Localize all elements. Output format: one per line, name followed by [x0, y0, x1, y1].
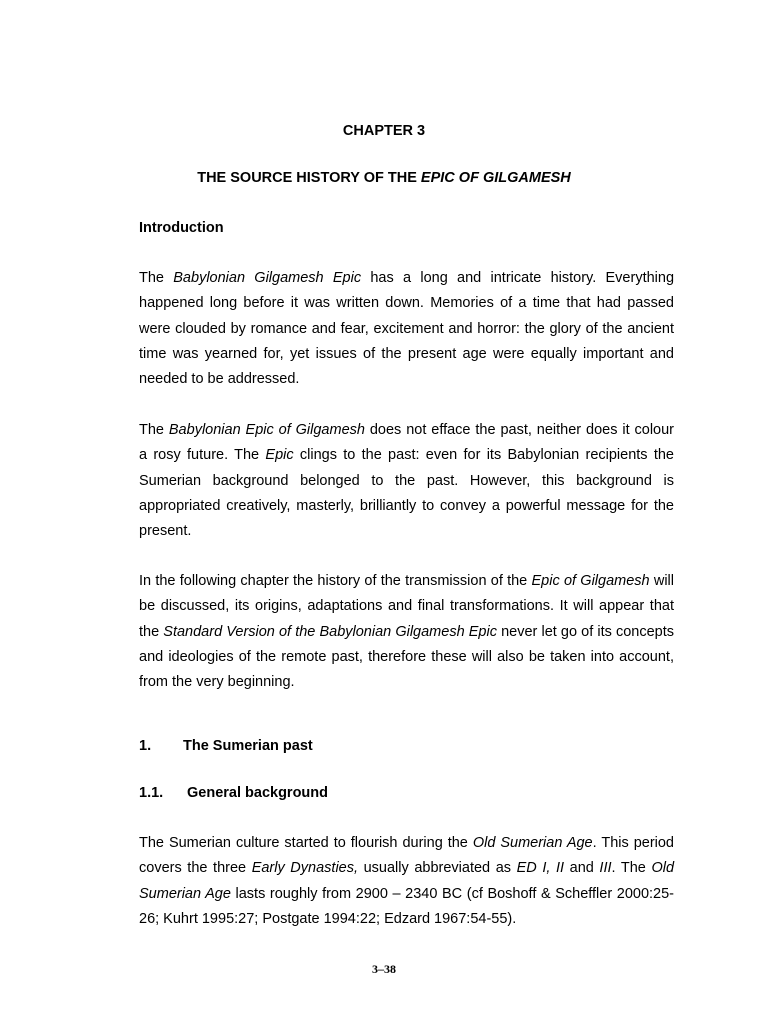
paragraph-1-text: The [139, 270, 174, 286]
section-1-1-title: General background [187, 785, 329, 801]
paragraph-2-text: The [139, 422, 169, 438]
paragraph-1-italic: Babylonian Gilgamesh Epic [173, 270, 362, 286]
section-1-number: 1. [139, 738, 152, 754]
paragraph-3-text: will be discussed, its origins, adaptations and final transformations. It will appear that the [139, 573, 674, 640]
chapter-heading: CHAPTER 3 [342, 123, 426, 139]
paragraph-4-text: lasts roughly from 2900 – 2340 BC (cf Boshoff & Scheffler 2000:25-26; Kuhrt 1995:27; Postgate 1994:22; Edzard 1967:54-55). [139, 885, 674, 927]
paragraph-4-italic: Early Dynasties, [251, 860, 359, 877]
section-1-heading [139, 738, 313, 754]
paragraph-2-text: does not efface the past, neither does it colour a rosy future. The [139, 422, 674, 464]
page-number: 3–38 [372, 962, 396, 976]
paragraph-4-text: usually abbreviated as [358, 860, 517, 877]
paragraph-4-text: . This period covers the three [139, 835, 674, 877]
paragraph-1-text: has a long and intricate history. Everything happened long before it was written down. Memories of a time that had passed were clouded by romance and fear, excitement and horror: the glory of the ancient time was yearned for, yet issues of the present age were equally important and needed to be addressed. [139, 270, 675, 388]
paragraph-4-text: The Sumerian culture started to flourish during the [139, 835, 473, 851]
paragraph-3-text: In the following chapter the history of the transmission of the [139, 573, 532, 589]
section-1-title: The Sumerian past [183, 738, 313, 754]
paragraph-4-italic: III [599, 860, 612, 877]
paragraph-4-italic: Old Sumerian Age [472, 835, 593, 851]
paragraph-3 [139, 569, 674, 695]
paragraph-4-italic: ED I, II [516, 860, 565, 877]
paragraph-1 [139, 266, 674, 392]
section-1-1-number: 1.1. [139, 785, 164, 801]
paragraph-4-italic: Old Sumerian Age [139, 860, 675, 902]
introduction-heading: Introduction [139, 220, 224, 236]
paragraph-4-text: and [564, 860, 600, 877]
paragraph-2 [139, 418, 674, 544]
paragraph-2-italic: Babylonian Epic of Gilgamesh [168, 422, 365, 438]
section-1-1-heading [139, 785, 328, 801]
paragraph-2-text: clings to the past: even for its Babylonian recipients the Sumerian background belonged to the past. However, this background is appropriated creatively, masterly, brilliantly to convey a powerful message for the present. [139, 447, 674, 540]
paragraph-3-italic: Epic of Gilgamesh [531, 573, 650, 589]
paragraph-2-italic: Epic [265, 447, 294, 464]
chapter-title [0, 170, 768, 186]
paragraph-3-text: never let go of its concepts and ideologies of the remote past, therefore these will also be taken into account, from the very beginning. [139, 623, 675, 691]
chapter-title-italic: EPIC OF GILGAMESH [420, 170, 571, 186]
paragraph-4-text: . The [611, 860, 652, 877]
paragraph-4 [139, 831, 674, 932]
paragraph-3-italic: Standard Version of the Babylonian Gilgamesh Epic [163, 623, 497, 640]
chapter-title-text: THE SOURCE HISTORY OF THE [197, 170, 421, 186]
